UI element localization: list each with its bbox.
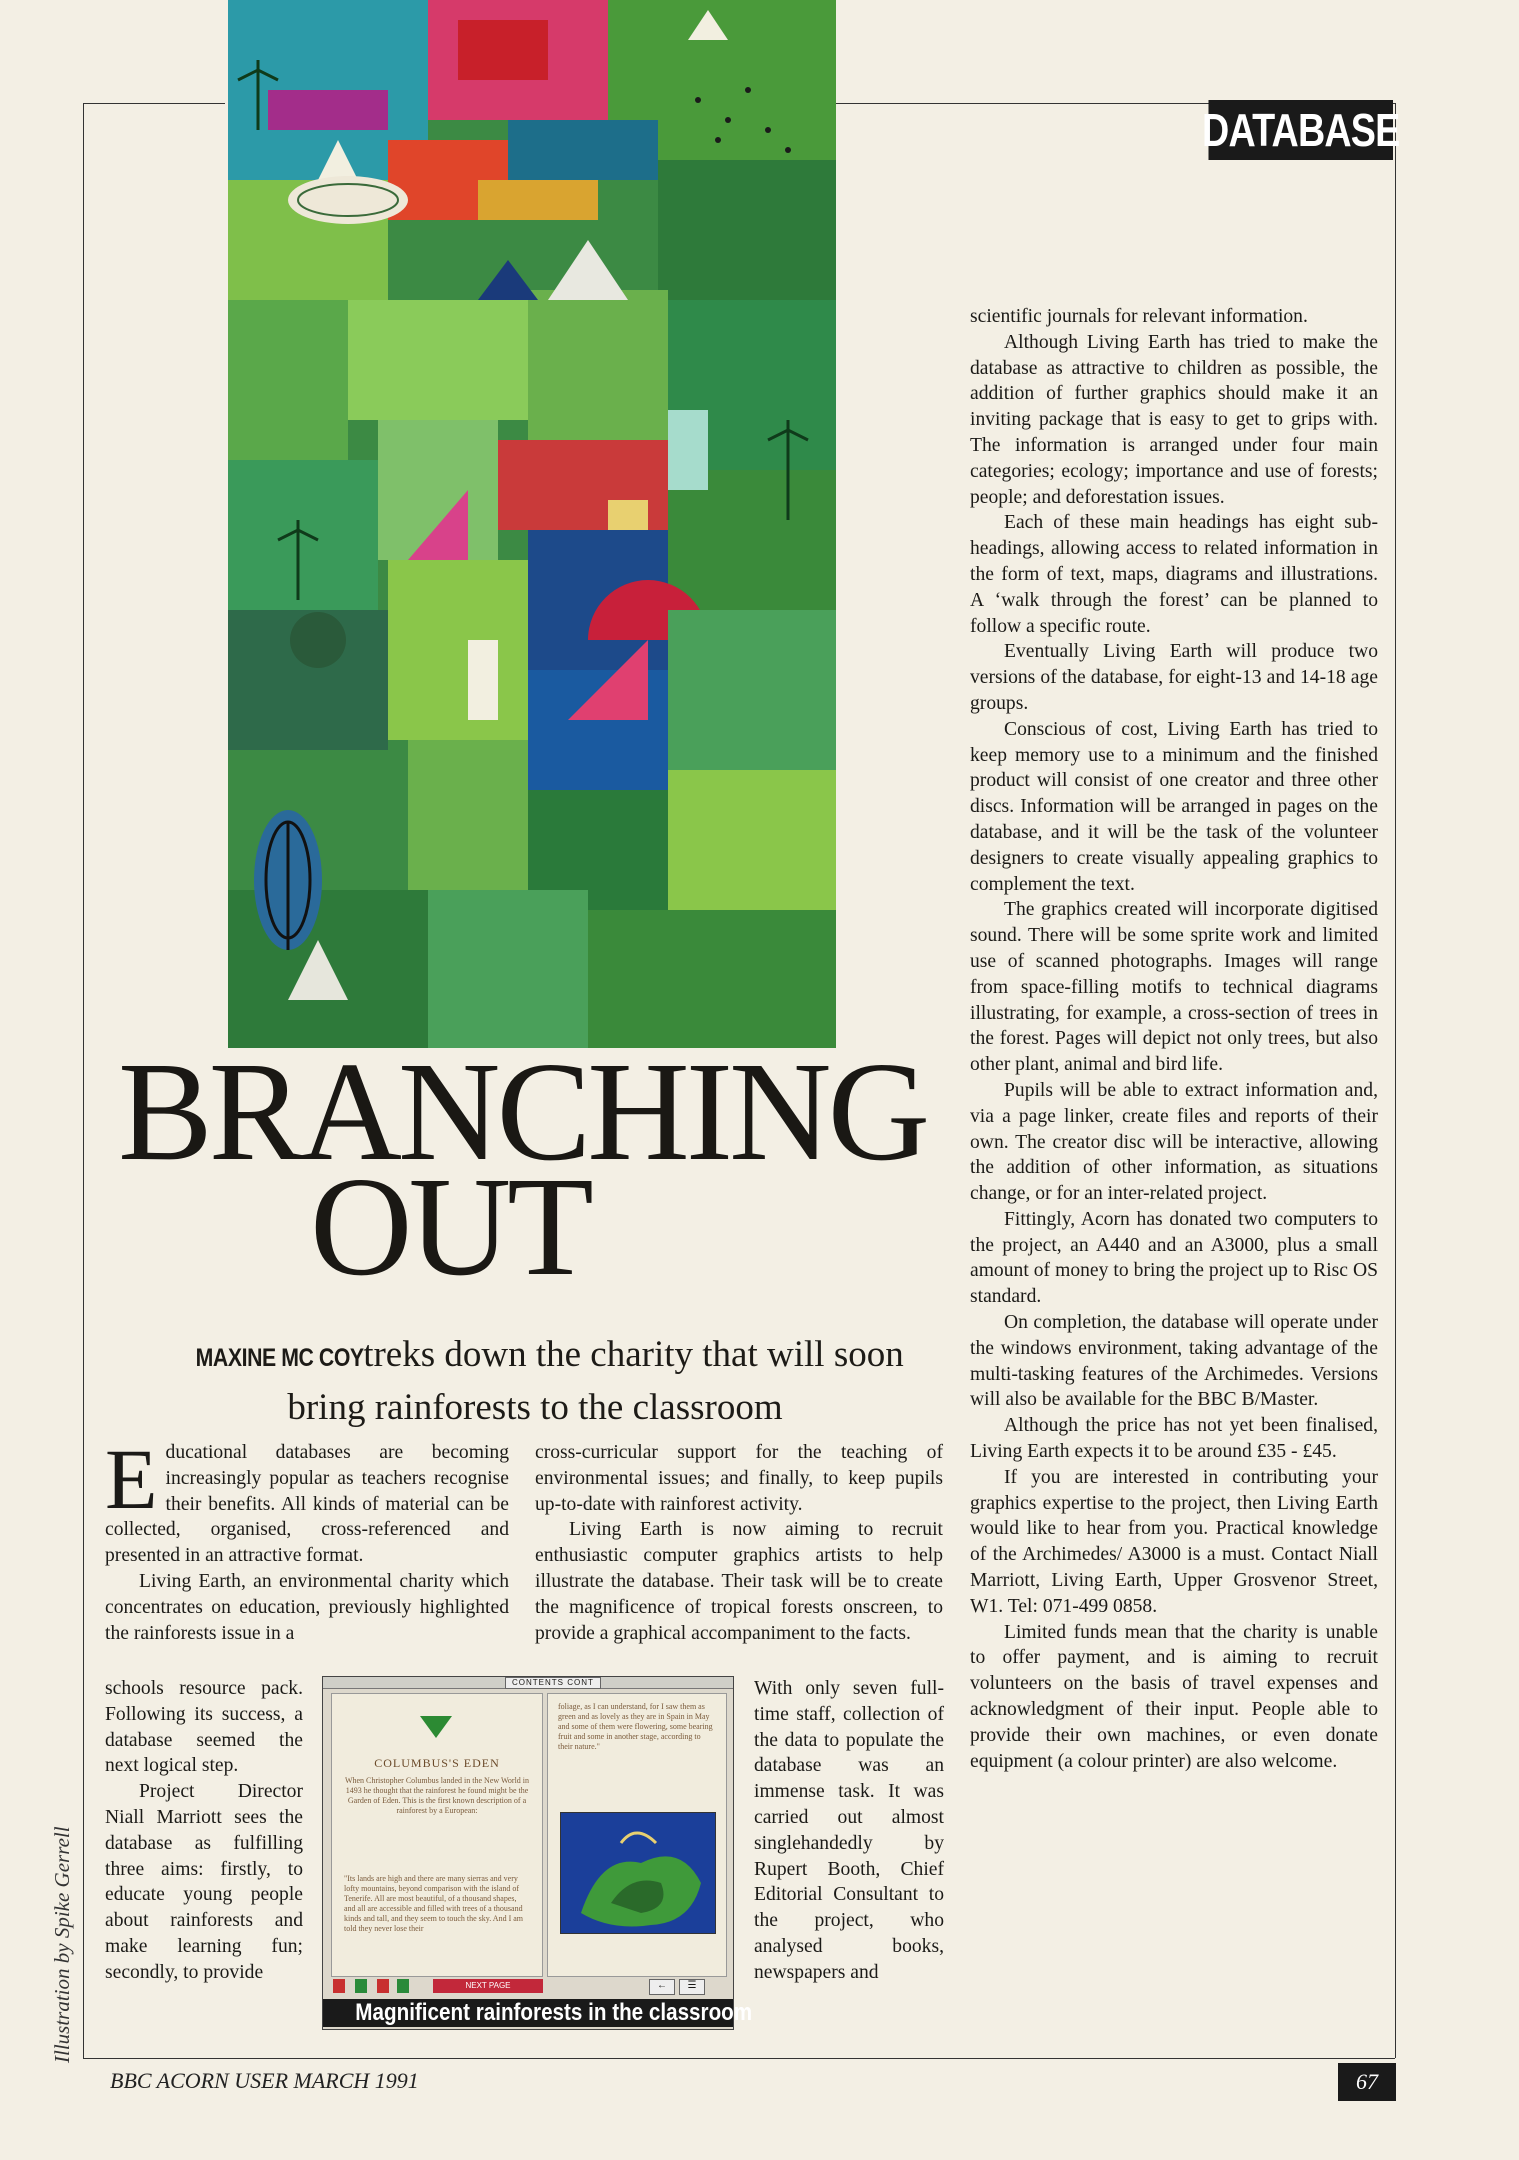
toolbar-icons <box>331 1979 421 1993</box>
section-tag: DATABASE <box>1209 100 1394 160</box>
column-2-narrow <box>754 1676 944 1986</box>
paragraph: Educational databases are becoming increasingly popular as teachers recognise their benefits. All kinds of material can be collected, organised, cross-referenced and presented in an attractive format. <box>105 1431 509 1567</box>
paragraph: Living Earth is now aiming to recruit enthusiastic computer graphics artists to help illustrate the database. Their task will be to create the magnificence of tropical forests onscreen, to provide a graphical accompaniment to the facts. <box>535 1519 943 1644</box>
leaf-icon[interactable] <box>397 1979 409 1993</box>
paragraph: With only seven full-time staff, collection of the data to populate the database was an immense task. It was carried out almost singlehandedly by Rupert Booth, Chief Editorial Consultant to the project, who analysed books, newspapers and <box>754 1678 944 1983</box>
rainforest-illustration <box>228 0 836 1048</box>
screen-text-quote: "Its lands are high and there are many sierras and very lofty mountains, beyond comparison with the island of Tenerife. All are most beautiful, of a thousand shapes, and all are accessible and filled with trees of a thousand kinds and tall, and they seem to touch the sky. And I am told they never lose their <box>344 1874 524 1933</box>
page-right <box>547 1693 727 1977</box>
paragraph: schools resource pack. Following its success, a database seemed the next logical step. <box>105 1678 303 1777</box>
footer-publication: BBC ACORN USER MARCH 1991 <box>110 2068 419 2093</box>
contents-tab[interactable]: CONTENTS CONT <box>505 1677 601 1689</box>
paragraph: Conscious of cost, Living Earth has tried to keep memory use to a minimum and the finished product will consist of one creator and three other discs. Information will be arranged in pages on the database, and it will be the task of the volunteer designers to create visually appealing graphics to complement the text. <box>970 718 1378 895</box>
screen-title: COLUMBUS'S EDEN <box>374 1756 500 1770</box>
drop-cap: E <box>105 1431 158 1527</box>
frame-top-left <box>83 103 225 104</box>
paragraph: Limited funds mean that the charity is unable to offer payment, and is aiming to recruit volunteers on the basis of travel expenses and acknowledgment of their input. People able to provide their own machines, or even donate equipment (a colour printer) are also welcome. <box>970 1621 1378 1772</box>
illustration-credit: Illustration by Spike Gerrell <box>50 1826 74 2063</box>
author-byline: MAXINE MC COY <box>195 1344 364 1372</box>
paragraph: Although the price has not yet been finalised, Living Earth expects it to be around £35 - £45. <box>970 1415 1378 1463</box>
standfirst-line-2: bring rainforests to the classroom <box>287 1387 783 1428</box>
paragraph: Pupils will be able to extract information and, via a page linker, create files and reports of their own. The creator disc will be interactive, allowing the addition of other information, as situations change, or for an inter-related project. <box>970 1079 1378 1205</box>
screen-text-continued: foliage, as I can understand, for I saw them as green and as lovely as they are in Spain in May and some of them were flowering, some bearing fruit and some in another stage, according to their nature." <box>558 1702 713 1751</box>
figure-caption: Magnificent rainforests in the classroom <box>323 1999 733 2027</box>
frame-bottom <box>83 2058 1395 2059</box>
paragraph: cross-curricular support for the teaching of environmental issues; and finally, to keep pupils up-to-date with rainforest activity. <box>535 1442 943 1515</box>
column-1 <box>105 1431 509 1646</box>
paragraph: Although Living Earth has tried to make the database as attractive to children as possible, the addition of further graphics should make it an inviting package that is easy to get to grips with. The information is arranged under four main categories; ecology; importance and use of forests; people; and deforestation issues. <box>970 331 1378 508</box>
book-icon[interactable] <box>333 1979 345 1993</box>
down-arrow-icon <box>420 1716 452 1738</box>
island-map <box>560 1812 716 1934</box>
headline-line-1: BRANCHING <box>118 1032 927 1190</box>
column-1-narrow <box>105 1676 303 1986</box>
paragraph: Living Earth, an environmental charity which concentrates on education, previously highlighted the rainforests issue in a <box>105 1570 509 1644</box>
column-2 <box>535 1440 943 1646</box>
paragraph: Fittingly, Acorn has donated two computers to the project, an A440 and an A3000, plus a small amount of money to bring the project up to Risc OS standard. <box>970 1208 1378 1308</box>
next-page-button[interactable]: NEXT PAGE <box>433 1979 543 1993</box>
frame-right <box>1395 103 1396 2058</box>
standfirst-line-1: treks down the charity that will soon <box>353 1334 904 1375</box>
screen-text-intro: When Christopher Columbus landed in the New World in 1493 he thought that the rainforest he found might be the Garden of Eden. This is the first known description of a rainforest by a European: <box>344 1776 530 1815</box>
tree-icon[interactable] <box>377 1979 389 1993</box>
paragraph: If you are interested in contributing your graphics expertise to the project, then Living Earth would like to hear from you. Practical knowledge of the Archimedes/ A3000 is a must. Contact Niall Marriott, Living Earth, Upper Grosvenor Street, W1. Tel: 071-499 0858. <box>970 1466 1378 1617</box>
paragraph: Each of these main headings has eight sub-headings, allowing access to related information in the form of text, maps, diagrams and illustrations. A ‘walk through the forest’ can be planned to follow a specific route. <box>970 512 1378 637</box>
standfirst <box>120 1330 950 1433</box>
back-arrow-icon[interactable]: ← <box>649 1979 675 1995</box>
column-3 <box>970 304 1378 1774</box>
menu-icon[interactable]: ☰ <box>679 1979 705 1995</box>
paragraph: Project Director Niall Marriott sees the database as fulfilling three aims: firstly, to educate young people about rainforests and make learning fun; secondly, to provide <box>105 1781 303 1983</box>
paragraph: scientific journals for relevant information. <box>970 306 1308 327</box>
headline-line-2: OUT <box>310 1147 590 1305</box>
folder-icon[interactable] <box>355 1979 367 1993</box>
page-left <box>331 1693 543 1977</box>
database-screenshot <box>322 1676 753 2030</box>
paragraph: The graphics created will incorporate digitised sound. There will be some sprite work and limited use of scanned photographs. Images will range from space-filling motifs to technical diagrams illustrating, for example, a cross-section of trees in the forest. Pages will depict not only trees, but also other plant, animal and bird life. <box>970 899 1378 1076</box>
paragraph: Eventually Living Earth will produce two versions of the database, for eight-13 and 14-18 age groups. <box>970 641 1378 714</box>
paragraph: On completion, the database will operate under the windows environment, taking advantage of the multi-tasking features of the Archimedes. Versions will also be available for the BBC B/Master. <box>970 1312 1378 1411</box>
page-number: 67 <box>1338 2063 1396 2101</box>
frame-left <box>83 103 84 2058</box>
